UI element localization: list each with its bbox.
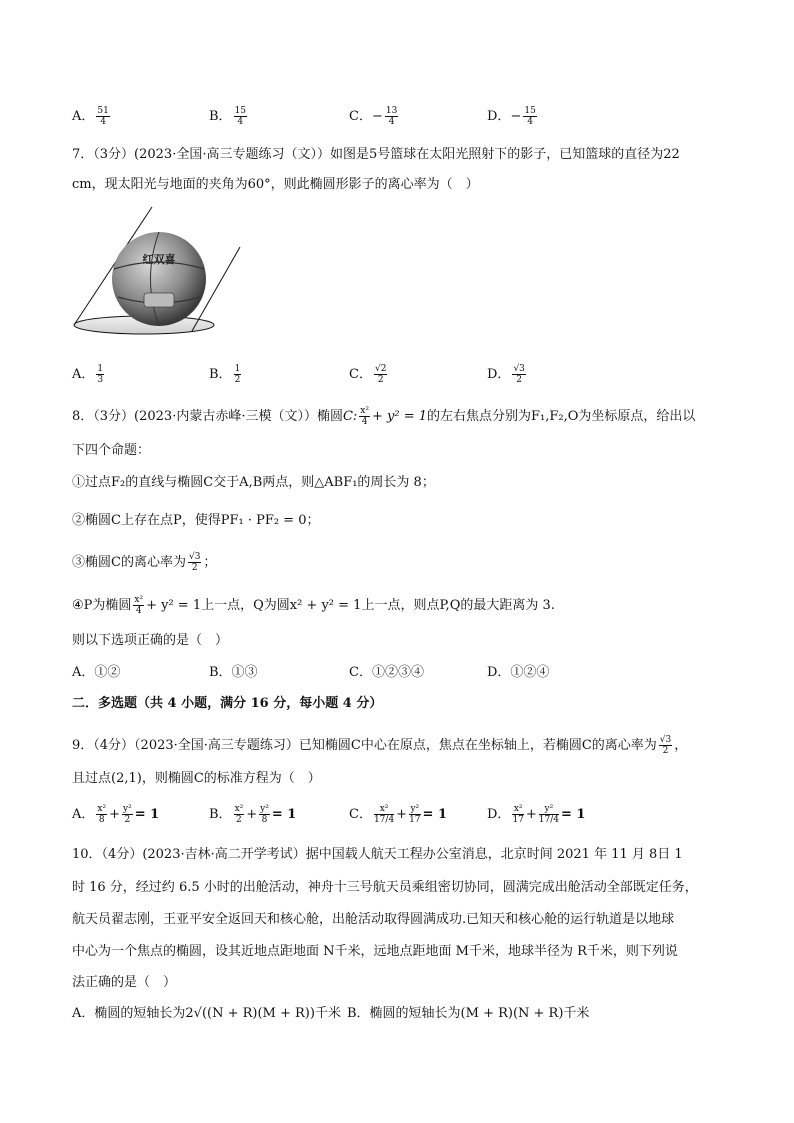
ball-brand-text: 红双喜 xyxy=(142,253,176,266)
q7-option-c: C． $\frac{√2}{2}$ xyxy=(349,364,387,385)
basketball xyxy=(112,232,206,326)
q10-text-line5: 法正确的是（ ） xyxy=(72,975,177,990)
q8-text-line2: 下四个命题： xyxy=(72,443,151,458)
q9-option-d: D． $\frac{\text{x²}}{17}$ + $\frac{\text{y²}}{17/4}$ = 1 xyxy=(487,804,586,825)
q10-text-line1: 10．（4分）(2023·吉林·高二开学考试）据中国载人航天工程办公室消息，北京时间 2021 年 11 月 8日 1 xyxy=(72,847,683,862)
q10-text-line4: 中心为一个焦点的椭圆，设其近地点距地面 N千米，远地点距地面 M千米，地球半径为 R千米，则下列说 xyxy=(72,944,678,959)
q8-item-3: ③椭圆C的离心率为 $\frac{√3}{2}$ ； xyxy=(72,552,217,573)
q7-option-b: B． $\frac{1}{2}$ xyxy=(209,364,241,385)
q8-option-d: D．①②④ xyxy=(487,665,550,680)
q8-item-4: ④P为椭圆 $\frac{\text{x²}}{4}$ + y² = 1上一点，Q为圆x² + y² = 1上一点，则点P,Q的最大距离为 3. xyxy=(72,595,555,616)
q6-option-b: B． $\frac{15}{4}$ xyxy=(209,106,247,127)
q8-text-line1: 8．（3分）(2023·内蒙古赤峰·三模（文））椭圆C: $\frac{\text{x²}}{4}$ + y² = 1的左右焦点分别为F₁,F₂,O为坐标原点，给出以 xyxy=(72,406,696,427)
q8-option-b: B．①③ xyxy=(209,665,258,680)
q7-text-line1: 7．（3分）(2023·全国·高三专题练习（文））如图是5号篮球在太阳光照射下的影子，已知篮球的直径为22 xyxy=(72,147,680,162)
q8-item-1: ①过点F₂的直线与椭圆C交于A,B两点，则△ABF₁的周长为 8； xyxy=(72,475,435,490)
section-heading: 二．多选题（共 4 小题，满分 16 分，每小题 4 分） xyxy=(72,696,383,711)
q6-option-c: C．− $\frac{13}{4}$ xyxy=(349,106,398,127)
q9-option-a: A． $\frac{\text{x²}}{8}$ + $\frac{\text{y²}}{2}$ = 1 xyxy=(72,804,160,825)
q7-option-a: A． $\frac{1}{3}$ xyxy=(72,364,104,385)
q10-option-a: A．椭圆的短轴长为2√((N + R)(M + R))千米 xyxy=(72,1006,341,1021)
q9-option-c: C． $\frac{\text{x²}}{17/4}$ + $\frac{\text{y²}}{17}$ = 1 xyxy=(349,804,447,825)
q9-text-line2: 且过点(2,1)，则椭圆C的标准方程为（ ） xyxy=(72,771,321,786)
q7-text-line2: cm，现太阳光与地面的夹角为60°，则此椭圆形影子的离心率为（ ） xyxy=(72,177,479,192)
q7-option-d: D． $\frac{√3}{2}$ xyxy=(487,364,525,385)
q9-option-b: B． $\frac{\text{x²}}{2}$ + $\frac{\text{y²}}{8}$ = 1 xyxy=(209,804,297,825)
q8-option-a: A．①② xyxy=(72,665,121,680)
q10-text-line3: 航天员翟志刚，王亚平安全返回天和核心舱，出舱活动取得圆满成功.已知天和核心舱的运行轨道是以地球 xyxy=(72,912,675,927)
q10-option-b: B．椭圆的短轴长为(M + R)(N + R)千米 xyxy=(347,1006,590,1021)
q8-option-c: C．①②③④ xyxy=(349,665,424,680)
basketball-shadow-figure xyxy=(72,205,247,340)
q6-option-a: A． $\frac{51}{4}$ xyxy=(72,106,109,127)
q6-option-d: D．− $\frac{15}{4}$ xyxy=(487,106,536,127)
q8-question: 则以下选项正确的是（ ） xyxy=(72,633,229,648)
q9-text-line1: 9．（4分）（2023·全国·高三专题练习）已知椭圆C中心在原点，焦点在坐标轴上，若椭圆C的离心率为 $\frac{√3}{2}$ ， xyxy=(72,735,688,756)
q8-item-2: ②椭圆C上存在点P，使得PF₁ · PF₂ = 0； xyxy=(72,513,320,528)
q10-text-line2: 时 16 分，经过约 6.5 小时的出舱活动，神舟十三号航天员乘组密切协同，圆满完成出舱活动全部既定任务， xyxy=(72,880,698,895)
